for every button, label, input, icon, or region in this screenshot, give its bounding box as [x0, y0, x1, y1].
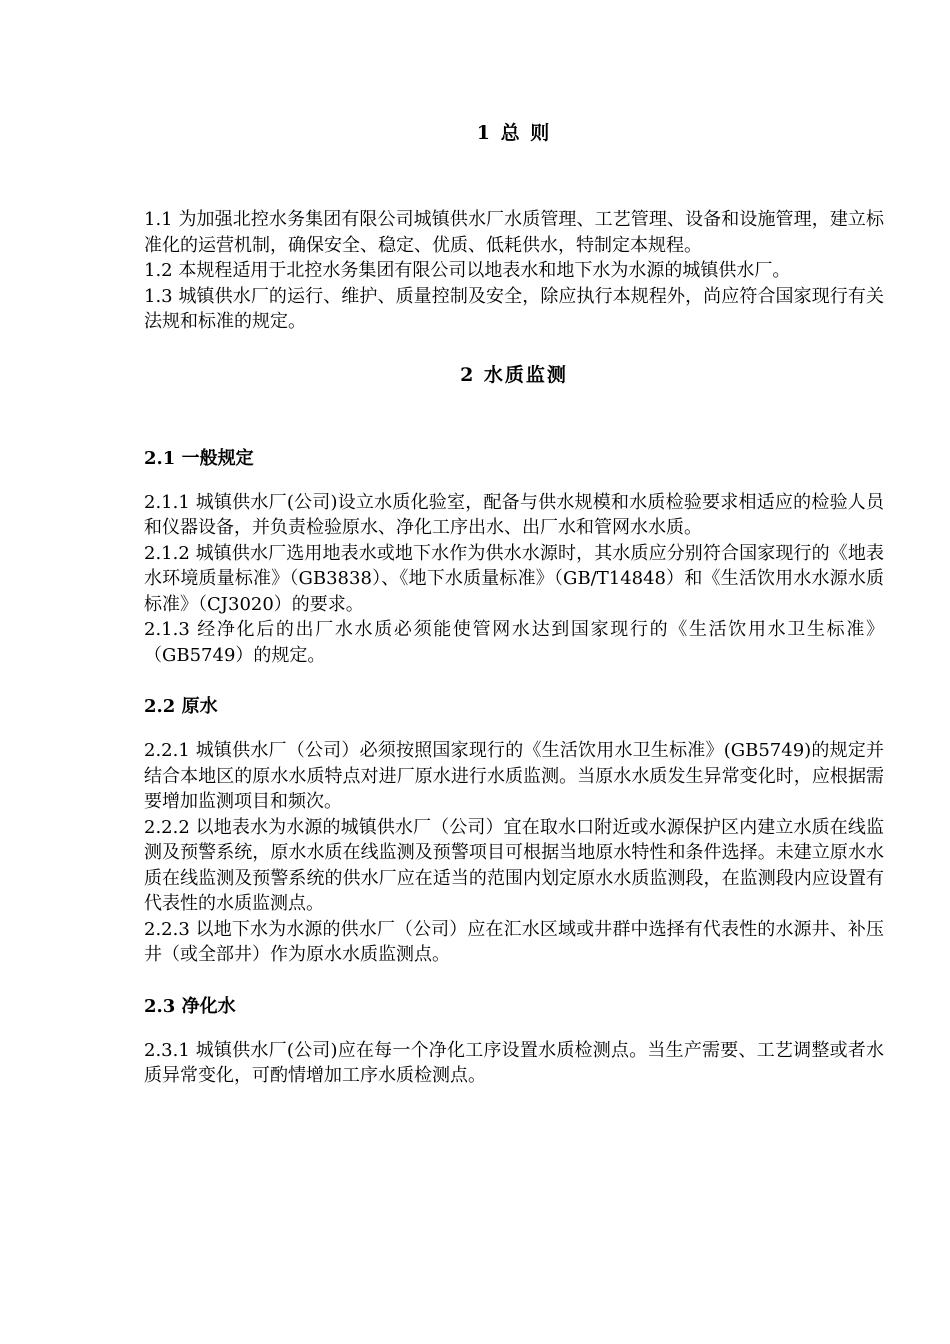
- clause-2-1-3: 2.1.3 经净化后的出厂水水质必须能使管网水达到国家现行的《生活饮用水卫生标准》（GB5749）的规定。: [144, 619, 884, 666]
- section-spacer: [144, 968, 884, 992]
- clause-1-2: 1.2 本规程适用于北控水务集团有限公司以地表水和地下水为水源的城镇供水厂。: [144, 260, 791, 281]
- clause-2-3-1: 2.3.1 城镇供水厂(公司)应在每一个净化工序设置水质检测点。当生产需要、工艺调整或者水质异常变化，可酌情增加工序水质检测点。: [144, 1039, 884, 1086]
- clause-2-2-1: 2.2.1 城镇供水厂（公司）必须按照国家现行的《生活饮用水卫生标准》(GB5749)的规定并结合本地区的原水水质特点对进厂原水进行水质监测。当原水水质发生异常变化时，应根据需要增加监测项目和频次。: [144, 740, 884, 812]
- section-spacer: [144, 668, 884, 692]
- clause-1-3: 1.3 城镇供水厂的运行、维护、质量控制及安全，除应执行本规程外，尚应符合国家现行有关法规和标准的规定。: [144, 285, 884, 332]
- clause-2-1-1: 2.1.1 城镇供水厂(公司)设立水质化验室，配备与供水规模和水质检验要求相适应的检验人员和仪器设备，并负责检验原水、净化工序出水、出厂水和管网水水质。: [144, 491, 884, 538]
- page-content: [144, 118, 884, 1089]
- clause-2-1-2: 2.1.2 城镇供水厂选用地表水或地下水作为供水水源时，其水质应分别符合国家现行的《地表水环境质量标准》（GB3838）、《地下水质量标准》（GB/T14848）和《生活饮用水水源水质标准》（CJ3020）的要求。: [144, 542, 884, 615]
- section-2-1-title: 2.1 一般规定: [144, 447, 254, 469]
- chapter-1-title: 1 总 则: [476, 122, 552, 144]
- section-2-3-title: 2.3 净化水: [144, 995, 236, 1017]
- clause-1-1: 1.1 为加强北控水务集团有限公司城镇供水厂水质管理、工艺管理、设备和设施管理，建立标准化的运营机制，确保安全、稳定、优质、低耗供水，特制定本规程。: [144, 209, 884, 256]
- section-2-2-title: 2.2 原水: [144, 696, 218, 717]
- clause-2-2-3: 2.2.3 以地下水为水源的供水厂（公司）应在汇水区域或井群中选择有代表性的水源井、补压井（或全部井）作为原水水质监测点。: [144, 918, 884, 965]
- chapter-2-title: 2 水质监测: [460, 363, 568, 386]
- clause-2-2-2: 2.2.2 以地表水为水源的城镇供水厂（公司）宜在取水口附近或水源保护区内建立水质在线监测及预警系统，原水水质在线监测及预警项目可根据当地原水特性和条件选择。未建立原水水质在线监测及预警系统的供水厂应在适当的范围内划定原水水质监测段，在监测段内应设置有代表性的水质监测点。: [144, 816, 884, 914]
